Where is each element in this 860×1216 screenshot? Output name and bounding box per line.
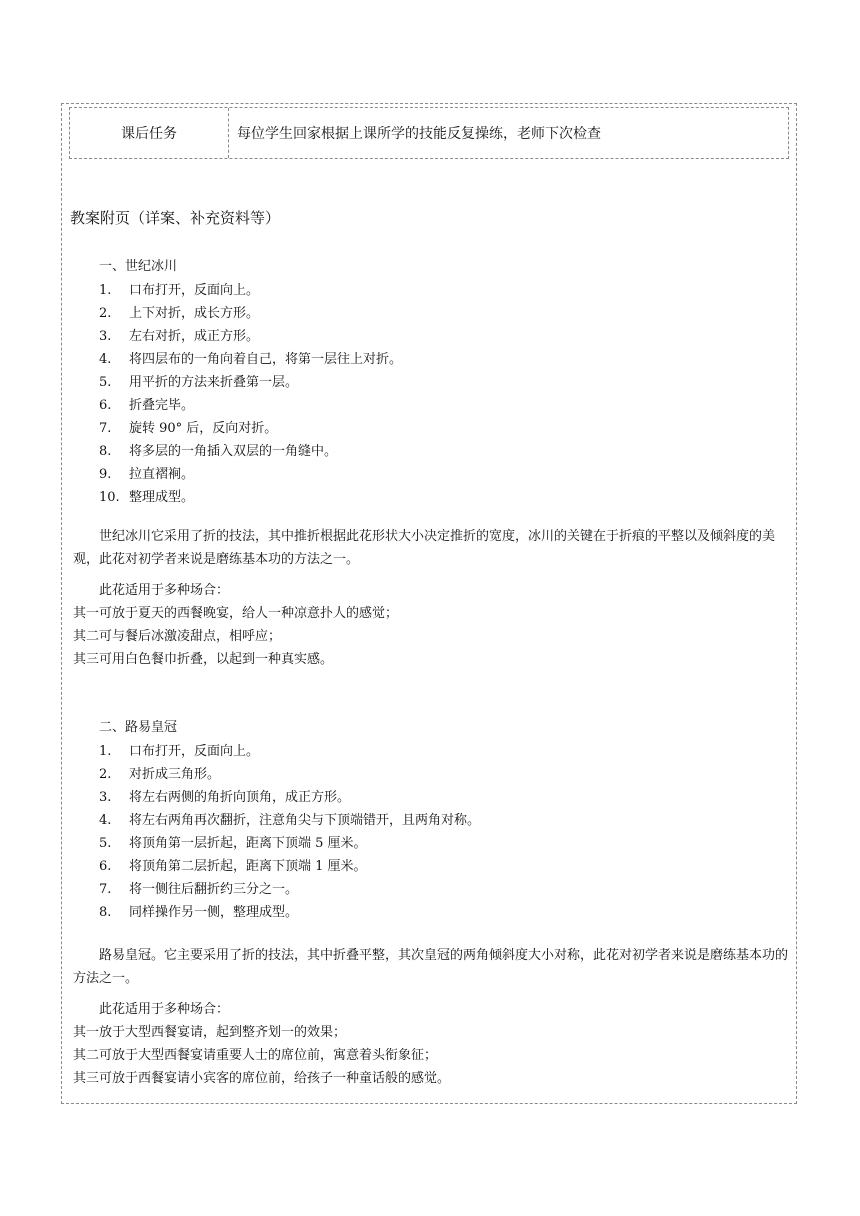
step-number: 7. [99,882,112,897]
section2-heading: 二、路易皇冠 [99,720,178,735]
step-number: 4. [99,352,112,367]
step-text: 将一侧往后翻折约三分之一。 [129,882,299,897]
list-item [99,325,259,344]
step-text: 将四层布的一角向着自己，将第一层往上对折。 [129,352,403,367]
step-text: 整理成型。 [129,490,195,505]
step-number: 1. [99,744,112,759]
step-number: 2. [99,767,112,782]
step-number: 5. [99,836,112,851]
list-item [99,440,337,459]
step-number: 8. [99,444,112,459]
step-number: 3. [99,329,112,344]
section2-usage-1: 其一放于大型西餐宴请，起到整齐划一的效果； [73,1025,347,1040]
step-number: 4. [99,813,112,828]
after-class-task-table [69,107,789,159]
step-text: 旋转 90° 后，反向对折。 [129,421,278,436]
step-number: 6. [99,859,112,874]
list-item [99,763,220,782]
step-text: 将左右两角再次翻折，注意角尖与下顶端错开，且两角对称。 [129,813,481,828]
step-text: 上下对折，成长方形。 [129,306,260,321]
step-text: 拉直褶裥。 [129,467,195,482]
section1-usage-2: 其二可与餐后冰激凌甜点，相呼应； [73,629,282,644]
step-text: 将多层的一角插入双层的一角缝中。 [129,444,338,459]
list-item [99,878,298,897]
list-item [99,855,367,874]
section1-description: 世纪冰川它采用了折的技法，其中推折根据此花形状大小决定推折的宽度，冰川的关键在于折痕的平整以及倾斜度的美观，此花对初学者来说是磨练基本功的方法之一。 [73,529,776,567]
step-text: 用平折的方法来折叠第一层。 [129,375,299,390]
step-text: 口布打开，反面向上。 [129,744,260,759]
step-number: 2. [99,306,112,321]
step-number: 7. [99,421,112,436]
list-item [99,740,259,759]
list-item [99,901,298,920]
step-text: 左右对折，成正方形。 [129,329,260,344]
section2-description: 路易皇冠。它主要采用了折的技法，其中折叠平整，其次皇冠的两角倾斜度大小对称，此花对初学者来说是磨练基本功的方法之一。 [73,948,789,986]
section1-usage-intro: 此花适用于多种场合： [99,583,230,598]
step-number: 3. [99,790,112,805]
step-number: 8. [99,905,112,920]
step-text: 将左右两侧的角折向顶角，成正方形。 [129,790,351,805]
section1-usage-3: 其三可用白色餐巾折叠，以起到一种真实感。 [73,652,334,667]
step-number: 10. [99,490,120,505]
task-content: 每位学生回家根据上课所学的技能反复操练，老师下次检查 [237,126,601,142]
section2-usage-intro: 此花适用于多种场合： [99,1002,230,1017]
list-item [99,463,194,482]
step-text: 对折成三角形。 [129,767,221,782]
section2-usage-3: 其三可放于西餐宴请小宾客的席位前，给孩子一种童话般的感觉。 [73,1071,451,1086]
step-number: 5. [99,375,112,390]
step-text: 将顶角第一层折起，距离下顶端 5 厘米。 [129,836,367,851]
step-number: 1. [99,283,112,298]
step-number: 9. [99,467,112,482]
appendix-title: 教案附页（详案、补充资料等） [70,209,281,227]
list-item [99,786,350,805]
step-text: 将顶角第二层折起，距离下顶端 1 厘米。 [129,859,367,874]
list-item [99,394,194,413]
section2-usage-2: 其二可放于大型西餐宴请重要人士的席位前，寓意着头衔象征； [73,1048,438,1063]
list-item [99,279,259,298]
section1-heading: 一、世纪冰川 [99,259,178,274]
list-item [99,832,367,851]
step-text: 同样操作另一侧，整理成型。 [129,905,299,920]
list-item [99,371,298,390]
section1-usage-1: 其一可放于夏天的西餐晚宴，给人一种凉意扑人的感觉； [73,606,399,621]
step-text: 折叠完毕。 [129,398,195,413]
task-label: 课后任务 [70,108,229,158]
step-number: 6. [99,398,112,413]
list-item [99,809,480,828]
list-item [99,417,277,436]
step-text: 口布打开，反面向上。 [129,283,260,298]
list-item [99,302,259,321]
list-item [99,348,402,367]
list-item [99,486,194,505]
